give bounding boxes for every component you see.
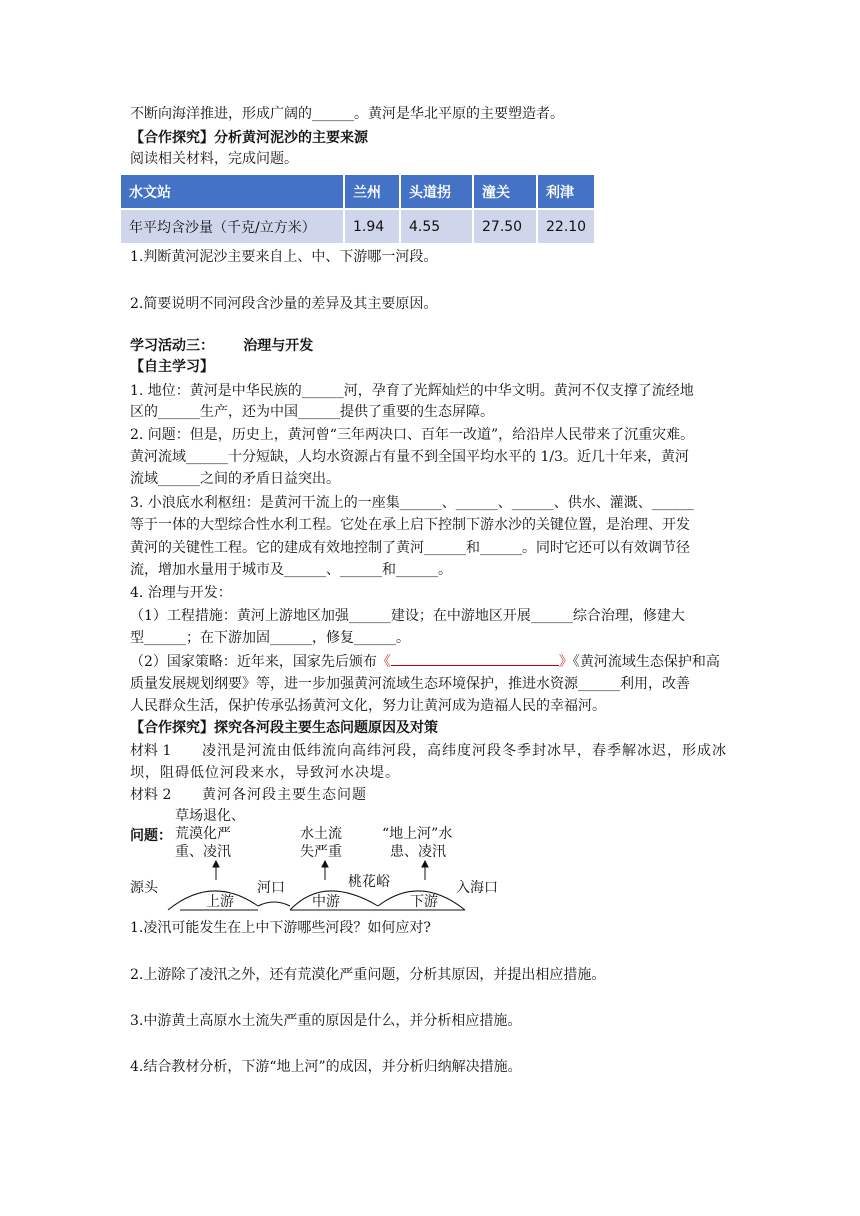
table-cell: 4.55 bbox=[400, 209, 473, 244]
text-line: 质量发展规划纲要》等，进一步加强黄河流域生态环境保护，推进水资源______利用，改善 bbox=[130, 676, 690, 692]
red-bracket: 》 bbox=[558, 654, 573, 670]
text-line: 阅读相关材料，完成问题。 bbox=[130, 151, 298, 167]
table-header-cell: 头道拐 bbox=[400, 174, 473, 209]
material-1-label: 材料 1 bbox=[130, 743, 172, 759]
material-2-label: 材料 2 bbox=[130, 787, 172, 803]
table-header-row bbox=[120, 174, 595, 209]
text-line: 型______；在下游加固______，修复______。 bbox=[130, 630, 410, 646]
question: 4.结合教材分析，下游“地上河”的成因，并分析归纳解决措施。 bbox=[130, 1059, 522, 1075]
text-line: 1. 地位：黄河是中华民族的______河，孕育了光辉灿烂的中华文明。黄河不仅支撑了流经地 bbox=[130, 383, 694, 399]
text-line: （1）工程措施：黄河上游地区加强______建设；在中游地区开展______综合治理，修建大 bbox=[130, 608, 685, 624]
lower-problem-text: 患、凌汛 bbox=[390, 844, 446, 860]
lower-label: 下游 bbox=[410, 894, 438, 910]
table-row bbox=[120, 209, 595, 244]
table-header-cell: 兰州 bbox=[344, 174, 400, 209]
text-line bbox=[130, 651, 740, 672]
arrow-up-icon bbox=[422, 861, 428, 867]
text-span: （2）国家策略：近年来，国家先后颁布 bbox=[130, 654, 377, 670]
section-heading: 【合作探究】分析黄河泥沙的主要来源 bbox=[130, 130, 368, 146]
sediment-table bbox=[119, 173, 596, 245]
text-line: 流域______之间的矛盾日益突出。 bbox=[130, 471, 340, 487]
text-line: 2. 问题：但是，历史上，黄河曾“三年两决口、百年一改道”，给沿岸人民带来了沉重灾难。 bbox=[130, 427, 695, 443]
question: 2.上游除了凌汛之外，还有荒漠化严重问题，分析其原因，并提出相应措施。 bbox=[130, 967, 606, 983]
table-cell: 22.10 bbox=[537, 209, 595, 244]
middle-label: 中游 bbox=[312, 894, 340, 910]
river-segments-diagram bbox=[120, 800, 540, 915]
material-1-text: 凌汛是河流由低纬流向高纬河段，高纬度河段冬季封冰早，春季解冰迟，形成冰 bbox=[202, 743, 727, 759]
middle-problem-text: 失严重 bbox=[300, 844, 342, 860]
upper-problem-text: 荒漠化严 bbox=[175, 826, 231, 842]
text-line: 黄河流域______十分短缺，人均水资源占有量不到全国平均水平的 1/3。近几十年来，黄河 bbox=[130, 449, 689, 465]
arrow-up-icon bbox=[213, 861, 219, 867]
source-label: 源头 bbox=[130, 880, 158, 896]
text-line: 黄河的关键性工程。它的建成有效地控制了黄河______和______。同时它还可以有效调节径 bbox=[130, 540, 690, 556]
question: 2.简要说明不同河段含沙量的差异及其主要原因。 bbox=[130, 296, 438, 312]
fill-blank[interactable] bbox=[391, 651, 559, 666]
mouth-label: 入海口 bbox=[456, 880, 498, 896]
question: 3.中游黄土高原水土流失严重的原因是什么，并分析相应措施。 bbox=[130, 1013, 522, 1029]
upper-label: 上游 bbox=[206, 894, 234, 910]
table-cell: 27.50 bbox=[473, 209, 537, 244]
text-line: 3. 小浪底水利枢纽：是黄河干流上的一座集______、______、______、供水、灌溉、______ bbox=[130, 495, 694, 511]
table-header-cell: 水文站 bbox=[120, 174, 344, 209]
hekou-label: 河口 bbox=[257, 880, 285, 896]
text-line: 等于一体的大型综合性水利工程。它处在承上启下控制下游水沙的关键位置，是治理、开发 bbox=[130, 517, 690, 533]
text-line: 不断向海洋推进，形成广阔的______。黄河是华北平原的主要塑造者。 bbox=[130, 106, 564, 122]
table-header-cell: 潼关 bbox=[473, 174, 537, 209]
question: 1.判断黄河泥沙主要来自上、中、下游哪一河段。 bbox=[130, 249, 438, 265]
arrow-icons bbox=[213, 861, 428, 880]
material-2-text: 黄河各河段主要生态问题 bbox=[202, 787, 367, 803]
section-heading: 【自主学习】 bbox=[130, 359, 214, 375]
table-header-cell: 利津 bbox=[537, 174, 595, 209]
problems-label: 问题： bbox=[130, 828, 172, 844]
activity-heading: 学习活动三： 治理与开发 bbox=[130, 338, 314, 354]
question: 1.凌汛可能发生在上中下游哪些河段？如何应对? bbox=[130, 920, 431, 936]
material-1-text: 坝，阻碍低位河段来水，导致河水决堤。 bbox=[130, 765, 400, 781]
text-line: 流，增加水量用于城市及______、______和______。 bbox=[130, 562, 452, 578]
text-span: 《黄河流域生态保护和高 bbox=[572, 654, 720, 670]
lower-problem-text: “地上河”水 bbox=[382, 826, 453, 842]
arrow-up-icon bbox=[322, 861, 328, 867]
text-line: 区的______生产，还为中国______提供了重要的生态屏障。 bbox=[130, 404, 494, 420]
upper-problem-text: 草场退化、 bbox=[175, 808, 245, 824]
text-line: 人民群众生活，保护传承弘扬黄河文化，努力让黄河成为造福人民的幸福河。 bbox=[130, 698, 606, 714]
upper-problem-text: 重、凌汛 bbox=[175, 844, 231, 860]
text-line: 4. 治理与开发： bbox=[130, 585, 232, 601]
middle-problem-text: 水土流 bbox=[300, 826, 342, 842]
connector-arc bbox=[258, 902, 290, 906]
table-cell: 年平均含沙量（千克/立方米） bbox=[120, 209, 344, 244]
red-bracket: 《 bbox=[376, 654, 391, 670]
section-heading: 【合作探究】探究各河段主要生态问题原因及对策 bbox=[130, 720, 438, 736]
table-cell: 1.94 bbox=[344, 209, 400, 244]
taohuayu-label: 桃花峪 bbox=[348, 874, 390, 890]
